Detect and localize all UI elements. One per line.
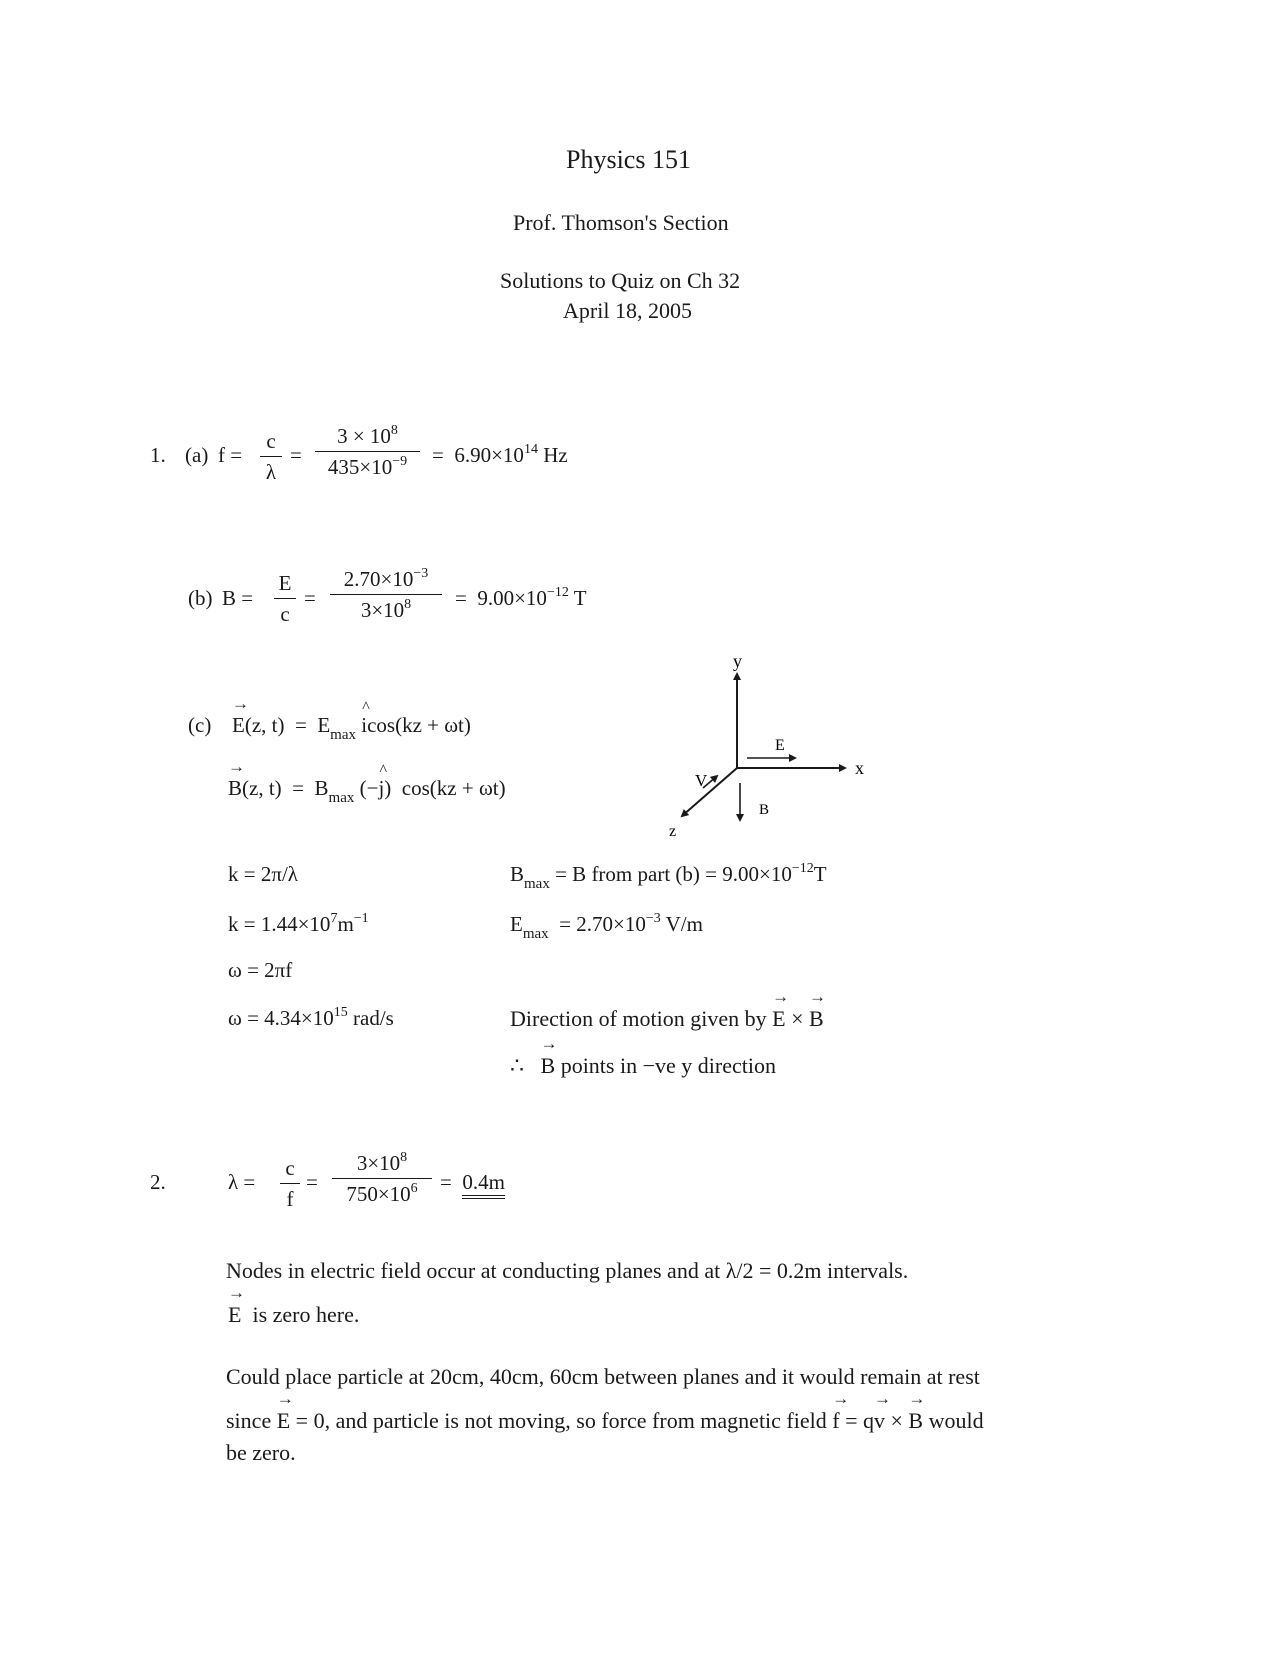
- q2-fraction-c-over-f: c f: [280, 1155, 300, 1212]
- z-label: z: [669, 823, 677, 840]
- y-label: y: [733, 651, 742, 671]
- b-label: B: [759, 802, 770, 818]
- q1c-label: (c): [188, 713, 212, 737]
- q1b-result: = $9.00\times 10^{-12}$ T: [455, 585, 587, 610]
- q2-particle-line-1: Could place particle at 20cm, 40cm, 60cm between planes and it would remain at rest: [226, 1364, 980, 1389]
- z-axis: [682, 768, 737, 816]
- x-label: x: [855, 758, 864, 778]
- q1a-result: = $6.90\times 10^{14}$ Hz: [432, 442, 568, 467]
- q2-result: = 0.4m: [440, 1170, 505, 1195]
- k-value: $k = 1.44\times 10^7m^{-1}$: [228, 911, 369, 936]
- course-title: Physics 151: [566, 145, 691, 174]
- axes-diagram: [655, 648, 885, 848]
- q2-particle-line-3: be zero.: [226, 1440, 296, 1465]
- q2-e-zero: → E is zero here.: [228, 1302, 359, 1328]
- e-label: E: [775, 737, 785, 754]
- emax-value: $E_{max} = 2.70\times 10^{-3}$ V/m: [510, 911, 703, 942]
- quiz-title: Solutions to Quiz on Ch 32: [500, 268, 741, 293]
- q1b-lhs: B =: [222, 586, 254, 610]
- q1a-fraction-values: $3 \times 10^8$ $435\times 10^{-9}$: [315, 423, 420, 480]
- q2-fraction-values: $3\times 10^8$ $750\times 10^6$: [332, 1150, 432, 1207]
- b-direction-conclusion: ∴ → B points in −ve y direction: [510, 1053, 776, 1079]
- q1b-fraction-e-over-c: E c: [274, 570, 296, 627]
- q2-lhs: λ =: [228, 1170, 256, 1194]
- v-label: V: [695, 771, 708, 790]
- q2-nodes-text: Nodes in electric field occur at conducting planes and at λ/2 = 0.2m intervals.: [226, 1258, 909, 1283]
- quiz-date: April 18, 2005: [563, 298, 692, 323]
- section-name: Prof. Thomson's Section: [513, 210, 729, 235]
- q1a-label: (a): [185, 443, 209, 467]
- omega-definition: ω = 2πf: [228, 958, 293, 982]
- q1a-lhs: f =: [218, 443, 243, 467]
- omega-value: $\omega = 4.34\times 10^{15}$ rad/s: [228, 1005, 394, 1030]
- q1c-b-field-equation: → B(z, $t) = B_{max}$ (−^ j) cos(kz + ωt): [228, 776, 506, 801]
- direction-of-motion: Direction of motion given by → E × → B: [510, 1006, 824, 1032]
- q1-number: 1.: [150, 443, 166, 467]
- q1b-label: (b): [188, 586, 213, 610]
- q1b-equals-1: =: [304, 586, 316, 610]
- k-definition: k = 2π/λ: [228, 862, 298, 886]
- q1a-fraction-c-over-lambda: c λ: [260, 428, 282, 485]
- q1b-fraction-values: $2.70\times 10^{-3}$ $3\times 10^8$: [330, 566, 442, 623]
- bmax-value: $B_{max} = B$ from part $(b) = 9.00\times 10^{-12}T$: [510, 861, 827, 892]
- q2-equals-1: =: [306, 1170, 318, 1194]
- q1c-e-field-equation: → E(z, $t) = E_{max}$ ^ icos(kz + ωt): [232, 713, 471, 738]
- q1a-equals-1: =: [290, 443, 302, 467]
- q2-number: 2.: [150, 1170, 166, 1194]
- q2-particle-line-2: since → E = 0, and particle is not moving, so force from magnetic field → f = q→ v × → B would: [226, 1408, 984, 1434]
